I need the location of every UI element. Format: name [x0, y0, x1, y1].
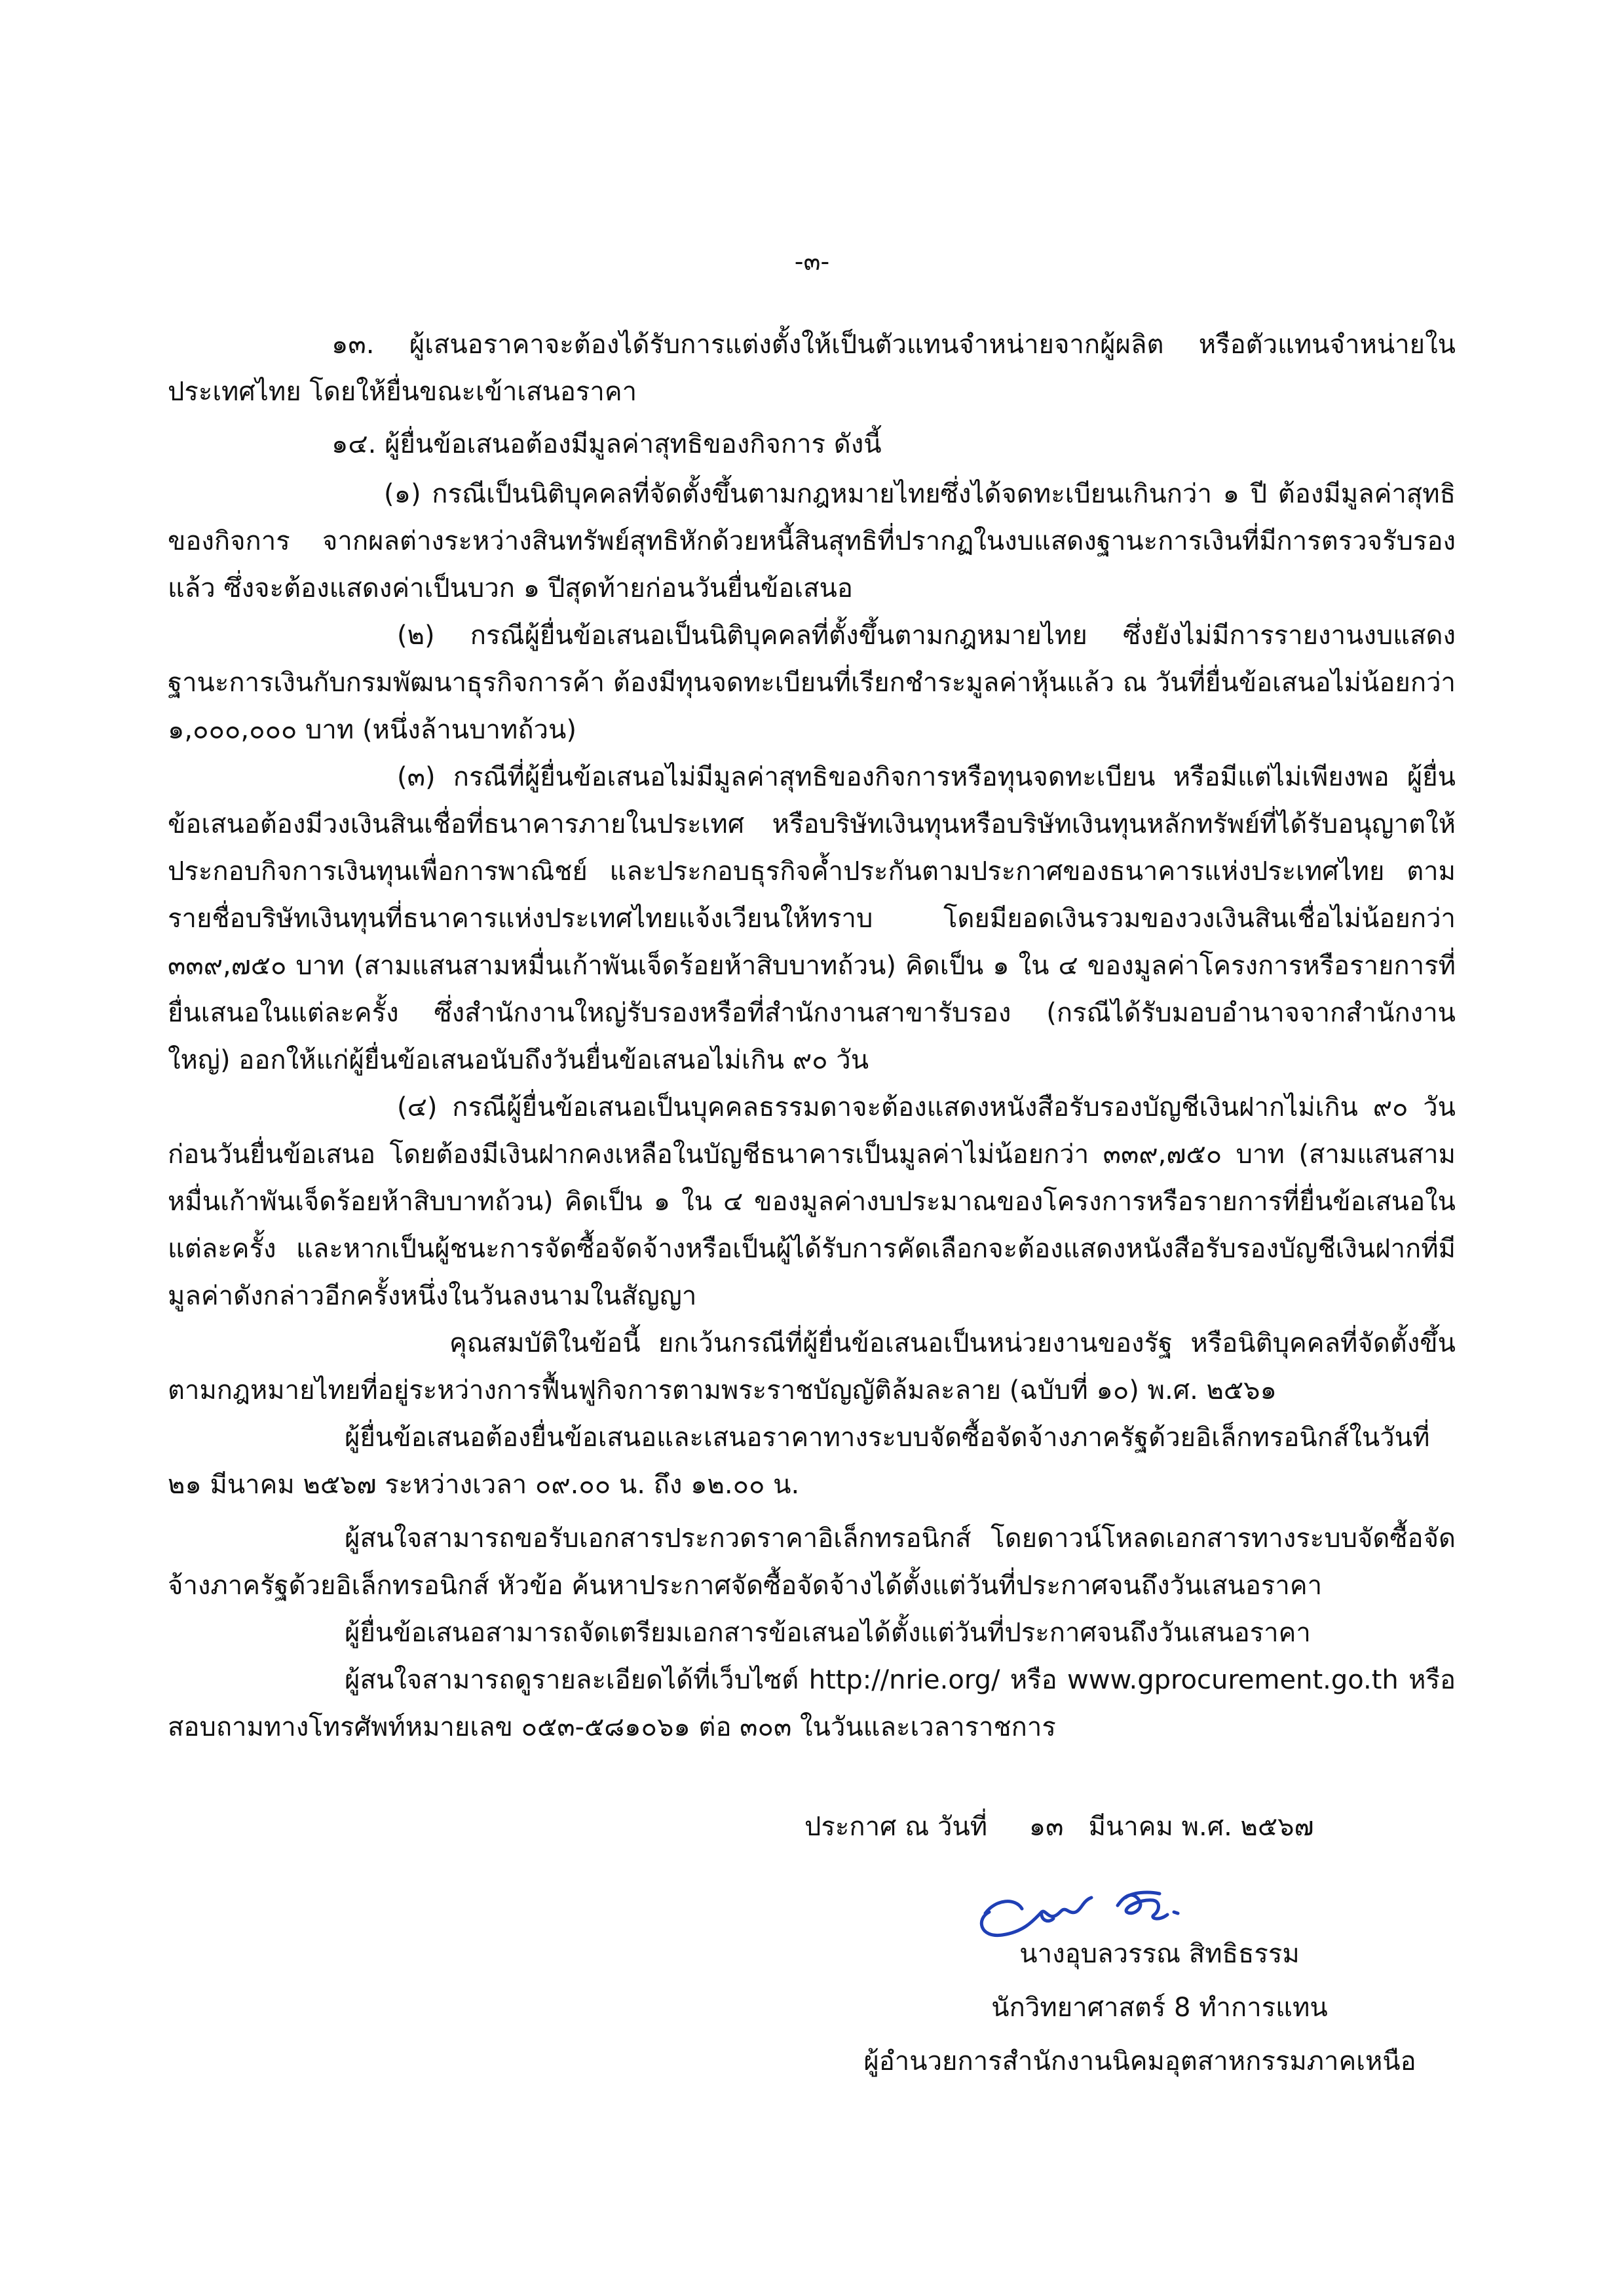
clause-14-1: (๑) กรณีเป็นนิติบุคคลที่จัดตั้งขึ้นตามกฎหมายไทยซึ่งได้จดทะเบียนเกินกว่า ๑ ปี ต้องมีมูลค่าสุทธิของกิจการ จากผลต่างระหว่างสินทรัพย์สุทธิหักด้วยหนี้สินสุทธิที่ปรากฏในงบแสดงฐานะการเงินที่มีการตรวจรับรองแล้ว ซึ่งจะต้องแสดงค่าเป็นบวก ๑ ปีสุดท้ายก่อนวันยื่นข้อเสนอ	[168, 479, 1456, 603]
clause-14-2: (๒) กรณีผู้ยื่นข้อเสนอเป็นนิติบุคคลที่ตั้งขึ้นตามกฎหมายไทย ซึ่งยังไม่มีการรายงานงบแสดงฐานะการเงินกับกรมพัฒนาธุรกิจการค้า ต้องมีทุนจดทะเบียนที่เรียกชำระมูลค่าหุ้นแล้ว ณ วันที่ยื่นข้อเสนอไม่น้อยกว่า ๑,๐๐๐,๐๐๐ บาท (หนึ่งล้านบาทถ้วน)	[168, 621, 1456, 745]
document-body	[168, 321, 1456, 1751]
clause-14-3: (๓) กรณีที่ผู้ยื่นข้อเสนอไม่มีมูลค่าสุทธิของกิจการหรือทุนจดทะเบียน หรือมีแต่ไม่เพียงพอ ผู้ยื่นข้อเสนอต้องมีวงเงินสินเชื่อที่ธนาคารภายในประเทศ หรือบริษัทเงินทุนหรือบริษัทเงินทุนหลักทรัพย์ที่ได้รับอนุญาตให้ประกอบกิจการเงินทุนเพื่อการพาณิชย์ และประกอบธุรกิจค้ำประกันตามประกาศของธนาคารแห่งประเทศไทย ตามรายชื่อบริษัทเงินทุนที่ธนาคารแห่งประเทศไทยแจ้งเวียนให้ทราบ โดยมียอดเงินรวมของวงเงินสินเชื่อไม่น้อยกว่า ๓๓๙,๗๕๐ บาท (สามแสนสามหมื่นเก้าพันเจ็ดร้อยห้าสิบบาทถ้วน) คิดเป็น ๑ ใน ๔ ของมูลค่าโครงการหรือรายการที่ยื่นเสนอในแต่ละครั้ง ซึ่งสำนักงานใหญ่รับรองหรือที่สำนักงานสาขารับรอง (กรณีได้รับมอบอำนาจจากสำนักงานใหญ่) ออกให้แก่ผู้ยื่นข้อเสนอนับถึงวันยื่นข้อเสนอไม่เกิน ๙๐ วัน	[168, 762, 1456, 1075]
contact-clause: ผู้สนใจสามารถดูรายละเอียดได้ที่เว็บไซต์ http://nrie.org/ หรือ www.gprocurement.go.th หรือสอบถามทางโทรศัพท์หมายเลข ๐๕๓-๕๘๑๐๖๑ ต่อ ๓๐๓ ในวันและเวลาราชการ	[168, 1665, 1456, 1742]
signer-office: ผู้อำนวยการสำนักงานนิคมอุตสาหกรรมภาคเหนือ	[863, 2046, 1416, 2076]
clause-14-4: (๔) กรณีผู้ยื่นข้อเสนอเป็นบุคคลธรรมดาจะต้องแสดงหนังสือรับรองบัญชีเงินฝากไม่เกิน ๙๐ วัน ก่อนวันยื่นข้อเสนอ โดยต้องมีเงินฝากคงเหลือในบัญชีธนาคารเป็นมูลค่าไม่น้อยกว่า ๓๓๙,๗๕๐ บาท (สามแสนสามหมื่นเก้าพันเจ็ดร้อยห้าสิบบาทถ้วน) คิดเป็น ๑ ใน ๔ ของมูลค่างบประมาณของโครงการหรือรายการที่ยื่นข้อเสนอในแต่ละครั้ง และหากเป็นผู้ชนะการจัดซื้อจัดจ้างหรือเป็นผู้ได้รับการคัดเลือกจะต้องแสดงหนังสือรับรองบัญชีเงินฝากที่มีมูลค่าดังกล่าวอีกครั้งหนึ่งในวันลงนามในสัญญา	[168, 1092, 1456, 1311]
clause-14: ๑๔. ผู้ยื่นข้อเสนอต้องมีมูลค่าสุทธิของกิจการ ดังนี้	[331, 429, 882, 459]
page-number: -๓-	[794, 247, 830, 276]
announcement-date: ประกาศ ณ วันที่ ๑๓ มีนาคม พ.ศ. ๒๕๖๗	[804, 1812, 1314, 1842]
preparation-clause: ผู้ยื่นข้อเสนอสามารถจัดเตรียมเอกสารข้อเสนอได้ตั้งแต่วันที่ประกาศจนถึงวันเสนอราคา	[345, 1618, 1311, 1648]
clause-13: ๑๓. ผู้เสนอราคาจะต้องได้รับการแต่งตั้งให้เป็นตัวแทนจำหน่ายจากผู้ผลิต หรือตัวแทนจำหน่ายในประเทศไทย โดยให้ยื่นขณะเข้าเสนอราคา	[168, 330, 1456, 407]
signer-position: นักวิทยาศาสตร์ 8 ทำการแทน	[991, 1993, 1328, 2023]
documents-clause: ผู้สนใจสามารถขอรับเอกสารประกวดราคาอิเล็กทรอนิกส์ โดยดาวน์โหลดเอกสารทางระบบจัดซื้อจัดจ้างภาครัฐด้วยอิเล็กทรอนิกส์ หัวข้อ ค้นหาประกาศจัดซื้อจัดจ้างได้ตั้งแต่วันที่ประกาศจนถึงวันเสนอราคา	[168, 1523, 1456, 1601]
submission-clause: ผู้ยื่นข้อเสนอต้องยื่นข้อเสนอและเสนอราคาทางระบบจัดซื้อจัดจ้างภาครัฐด้วยอิเล็กทรอนิกส์ในวันที่ ๒๑ มีนาคม ๒๕๖๗ ระหว่างเวลา ๐๙.๐๐ น. ถึง ๑๒.๐๐ น.	[168, 1423, 1430, 1500]
signer-name: นางอุบลวรรณ สิทธิธรรม	[1019, 1939, 1300, 1969]
exception-clause: คุณสมบัติในข้อนี้ ยกเว้นกรณีที่ผู้ยื่นข้อเสนอเป็นหน่วยงานของรัฐ หรือนิติบุคคลที่จัดตั้งขึ้นตามกฎหมายไทยที่อยู่ระหว่างการฟื้นฟูกิจการตามพระราชบัญญัติล้มละลาย (ฉบับที่ ๑๐) พ.ศ. ๒๕๖๑	[168, 1328, 1456, 1406]
